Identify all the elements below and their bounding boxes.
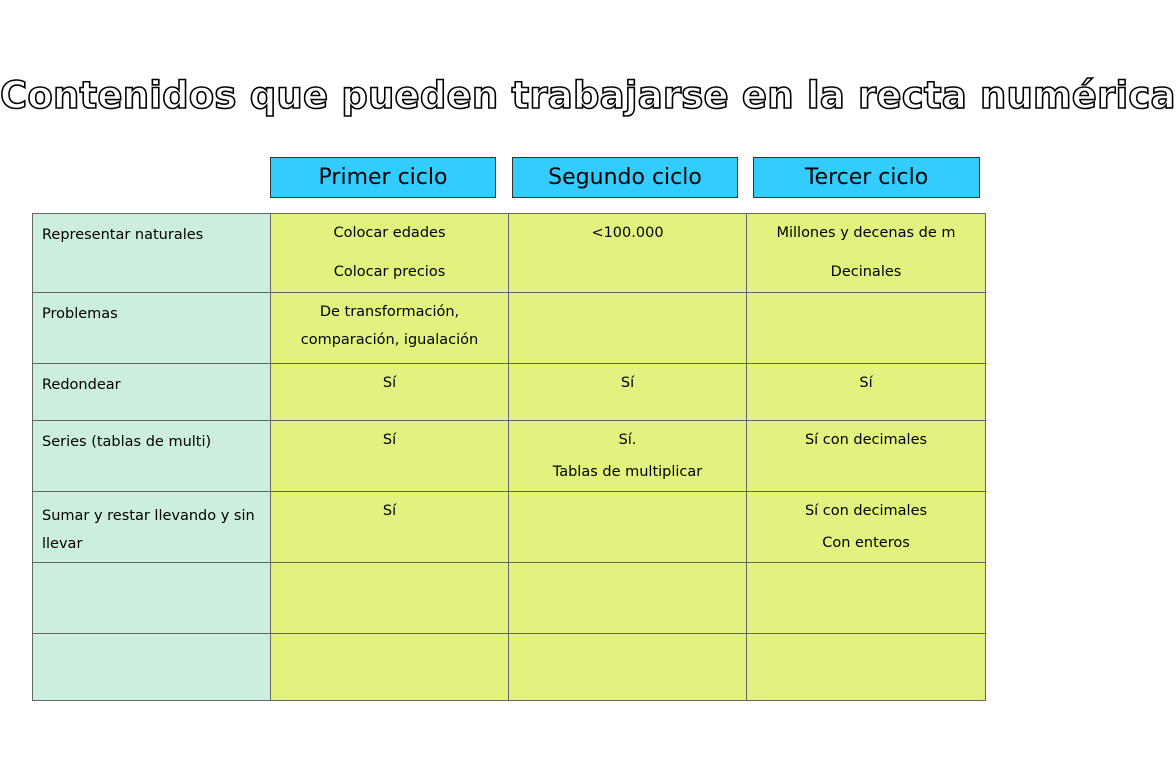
row-label bbox=[33, 421, 271, 492]
table-row bbox=[33, 214, 986, 293]
cell-tercer bbox=[747, 214, 986, 293]
row-label bbox=[33, 492, 271, 563]
row-label bbox=[33, 634, 271, 701]
cell-tercer bbox=[747, 421, 986, 492]
cell-segundo bbox=[509, 563, 747, 634]
cell-tercer bbox=[747, 492, 986, 563]
row-label bbox=[33, 364, 271, 421]
cell-text: De transformación, bbox=[319, 304, 460, 320]
cell-text: Sí bbox=[382, 375, 397, 391]
row-label bbox=[33, 293, 271, 364]
table-row bbox=[33, 492, 986, 563]
cell-tercer bbox=[747, 563, 986, 634]
row-label bbox=[33, 563, 271, 634]
cell-tercer bbox=[747, 634, 986, 701]
cell-tercer bbox=[747, 364, 986, 421]
cell-segundo bbox=[509, 634, 747, 701]
cell-text: Sí bbox=[382, 432, 397, 448]
cell-primer bbox=[271, 214, 509, 293]
cell-text: <100.000 bbox=[591, 225, 664, 241]
cell-segundo bbox=[509, 492, 747, 563]
cell-segundo bbox=[509, 214, 747, 293]
cell-text: Sí. bbox=[618, 432, 637, 448]
cell-text: Millones y decenas de m bbox=[776, 225, 956, 241]
row-label-text: Representar naturales bbox=[42, 227, 204, 243]
row-label-text: Problemas bbox=[42, 306, 118, 322]
cell-text: Sí con decimales bbox=[804, 503, 928, 519]
cell-text: Sí bbox=[382, 503, 397, 519]
row-label-text: Redondear bbox=[42, 377, 121, 393]
header-primer-ciclo: Primer ciclo bbox=[270, 157, 496, 198]
cell-text: comparación, igualación bbox=[300, 332, 479, 348]
cell-tercer bbox=[747, 293, 986, 364]
cell-text: Sí con decimales bbox=[804, 432, 928, 448]
content-table bbox=[32, 213, 986, 701]
table-row bbox=[33, 563, 986, 634]
table-row bbox=[33, 293, 986, 364]
cell-text: Con enteros bbox=[822, 535, 910, 551]
row-label-text: Series (tablas de multi) bbox=[42, 434, 212, 450]
row-label bbox=[33, 214, 271, 293]
cell-primer bbox=[271, 492, 509, 563]
header-segundo-ciclo: Segundo ciclo bbox=[512, 157, 738, 198]
header-tercer-ciclo: Tercer ciclo bbox=[753, 157, 980, 198]
table-row bbox=[33, 421, 986, 492]
cell-text: Sí bbox=[859, 375, 873, 391]
cell-text: Tablas de multiplicar bbox=[552, 464, 703, 480]
table-row bbox=[33, 634, 986, 701]
cell-text: Colocar edades bbox=[333, 225, 446, 241]
cell-primer bbox=[271, 634, 509, 701]
cell-primer bbox=[271, 293, 509, 364]
row-label-text: Sumar y restar llevando y sin llevar bbox=[42, 508, 255, 552]
cell-primer bbox=[271, 563, 509, 634]
cell-primer bbox=[271, 364, 509, 421]
cell-segundo bbox=[509, 364, 747, 421]
cell-text: Sí bbox=[620, 375, 635, 391]
cell-primer bbox=[271, 421, 509, 492]
cell-segundo bbox=[509, 293, 747, 364]
cell-text: Colocar precios bbox=[333, 264, 446, 280]
table-row bbox=[33, 364, 986, 421]
cell-segundo bbox=[509, 421, 747, 492]
cell-text: Decinales bbox=[830, 264, 902, 280]
page-title: Contenidos que pueden trabajarse en la recta numérica bbox=[0, 74, 1176, 117]
